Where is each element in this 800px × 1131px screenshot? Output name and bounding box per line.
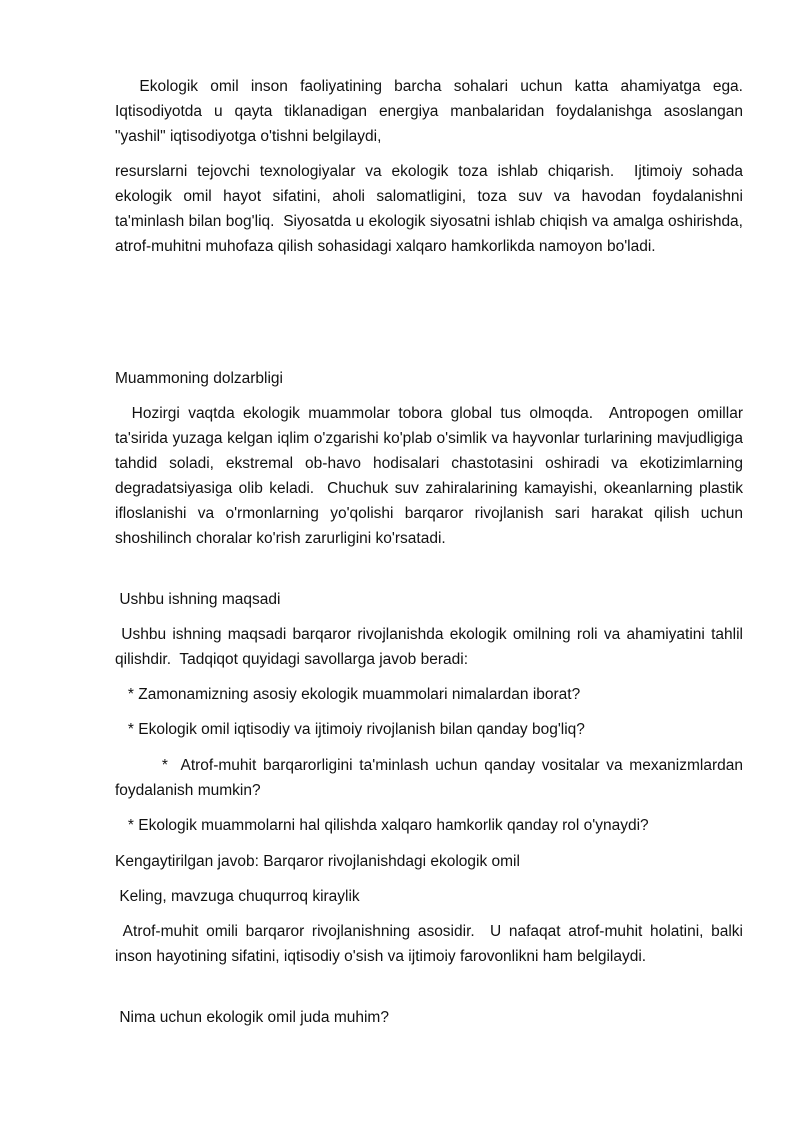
- question-4-text: * Ekologik muammolarni hal qilishda xalqaro hamkorlik qanday rol o'ynaydi?: [115, 817, 649, 834]
- lets-dive-heading: [115, 884, 743, 909]
- intro-paragraph-1: [115, 74, 748, 149]
- goal-paragraph-text: Ushbu ishning maqsadi barqaror rivojlanishda ekologik omilning roli va ahamiyatini tahlil qilishdir. Tadqiqot quyidagi savollarga javob beradi:: [115, 626, 748, 668]
- extended-answer-text: Kengaytirilgan javob: Barqaror rivojlanishdagi ekologik omil: [115, 853, 520, 870]
- relevance-paragraph-text: Hozirgi vaqtda ekologik muammolar tobora global tus olmoqda. Antropogen omillar ta'sirida yuzaga kelgan iqlim o'zgarishi ko'plab o'simlik va hayvonlar turlarining mavjudligiga tahdid soladi, ekstremal ob-havo hodisalari chastotasini oshiradi va ekotizimlarning degradatsiyasiga olib keladi. Chuchuk suv zahiralarining kamayishi, okeanlarning plastik ifloslanishi va o'rmonlarning yo'qolishi barqaror rivojlanish sari harakat qilish uchun shoshilinch choralar ko'rish zarurligini ko'rsatadi.: [115, 405, 748, 547]
- section-heading-goal: [115, 587, 743, 612]
- intro-paragraph-2: [115, 159, 748, 259]
- why-important-text: Nima uchun ekologik omil juda muhim?: [115, 1009, 389, 1026]
- heading-goal-text: Ushbu ishning maqsadi: [115, 591, 281, 608]
- extended-answer-heading: [115, 849, 743, 874]
- foundation-paragraph-text: Atrof-muhit omili barqaror rivojlanishning asosidir. U nafaqat atrof-muhit holatini, balki inson hayotining sifatini, iqtisodiy o'sish va ijtimoiy farovonlikni ham belgilaydi.: [115, 923, 748, 965]
- why-important-heading: [115, 1005, 743, 1030]
- section-heading-relevance: [115, 366, 743, 391]
- question-1-text: * Zamonamizning asosiy ekologik muammolari nimalardan iborat?: [115, 686, 581, 703]
- question-item-4: [115, 813, 743, 838]
- question-2-text: * Ekologik omil iqtisodiy va ijtimoiy rivojlanish bilan qanday bog'liq?: [115, 721, 585, 738]
- lets-dive-text: Keling, mavzuga chuqurroq kiraylik: [115, 888, 360, 905]
- question-3-text: * Atrof-muhit barqarorligini ta'minlash uchun qanday vositalar va mexanizmlardan foydalanish mumkin?: [115, 757, 748, 799]
- foundation-paragraph: [115, 919, 748, 969]
- question-item-2: [115, 717, 743, 742]
- heading-relevance-text: Muammoning dolzarbligi: [115, 370, 283, 387]
- question-item-1: [115, 682, 743, 707]
- relevance-paragraph: [115, 401, 748, 551]
- intro-paragraph-2-text: resurslarni tejovchi texnologiyalar va ekologik toza ishlab chiqarish. Ijtimoiy sohada ekologik omil hayot sifatini, aholi salomatligini, toza suv va havodan foydalanishni ta'minlash bilan bog'liq. Siyosatda u ekologik siyosatni ishlab chiqish va amalga oshirishda, atrof-muhitni muhofaza qilish sohasidagi xalqaro hamkorlikda namoyon bo'ladi.: [115, 163, 748, 255]
- question-item-3: [115, 753, 748, 803]
- goal-paragraph: [115, 622, 748, 672]
- intro-paragraph-1-text: Ekologik omil inson faoliyatining barcha sohalari uchun katta ahamiyatga ega. Iqtisodiyotda u qayta tiklanadigan energiya manbalaridan foydalanishga asoslangan "yashil" iqtisodiyotga o'tishni belgilaydi,: [115, 78, 748, 145]
